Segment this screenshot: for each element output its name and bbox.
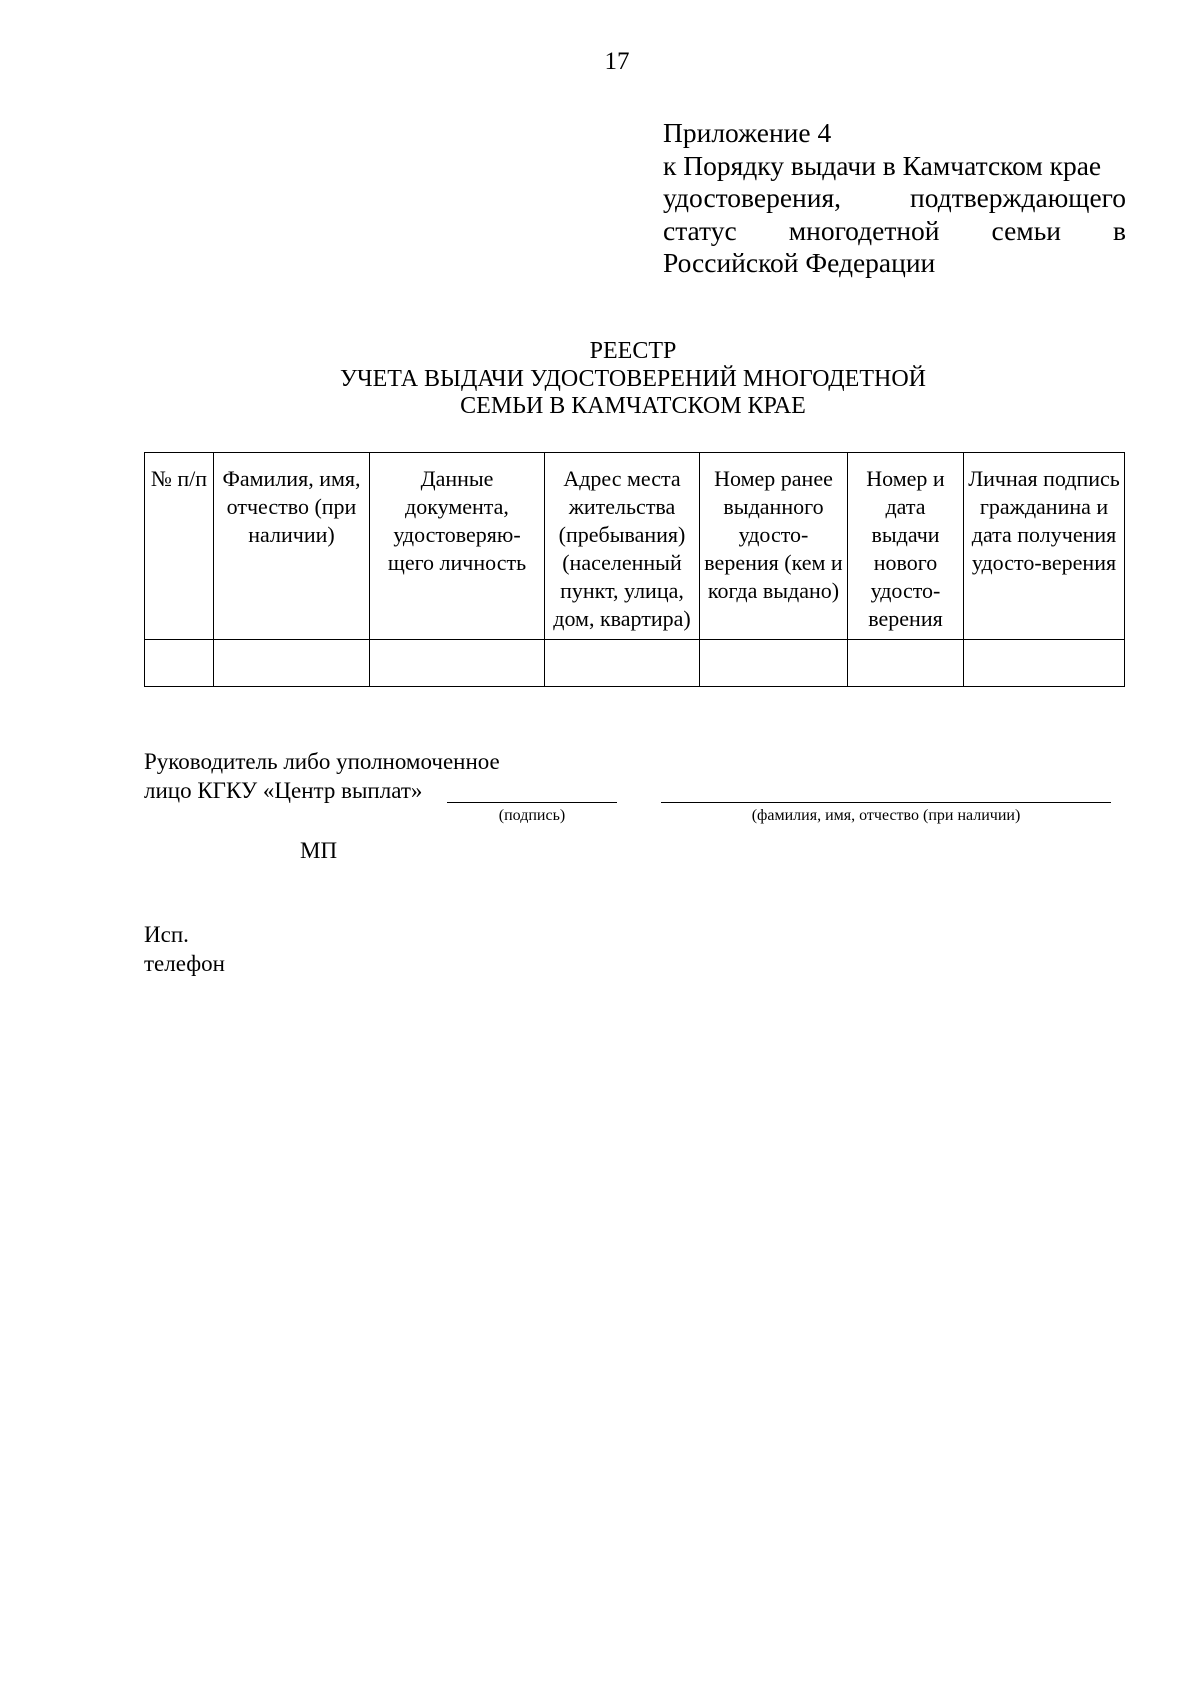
name-line [661,802,1111,803]
name-caption: (фамилия, имя, отчество (при наличии) [751,807,1021,824]
table-cell [370,640,545,687]
registry-table [144,452,1125,687]
footer-block [144,921,225,978]
table-header-row [145,453,1125,640]
title-line: УЧЕТА ВЫДАЧИ УДОСТОВЕРЕНИЙ МНОГОДЕТНОЙ [340,365,926,392]
title-line: РЕЕСТР [589,338,677,364]
column-header: № п/п [145,453,214,640]
table-cell [145,640,214,687]
appendix-line: удостоверения, подтверждающего статус многодетной семьи в [663,182,1126,246]
table-row [145,640,1125,687]
signatory-line: лицо КГКУ «Центр выплат» [144,777,423,803]
column-header: Фамилия, имя, отчество (при наличии) [214,453,370,640]
appendix-title: Приложение 4 [663,117,832,148]
phone-label: телефон [144,950,225,976]
table-cell [545,640,700,687]
executor-label: Исп. [144,922,189,947]
column-header: Адрес места жительства (пребывания) (населенный пункт, улица, дом, квартира) [545,453,700,640]
table-cell [700,640,848,687]
page-number: 17 [604,48,630,75]
appendix-line: Российской Федерации [663,247,936,278]
appendix-block [663,117,1126,280]
column-header: Номер и дата выдачи нового удосто-верения [848,453,964,640]
title-line: СЕМЬИ В КАМЧАТСКОМ КРАЕ [460,393,806,419]
table-cell [964,640,1125,687]
signatory-label [144,748,500,805]
table-cell [214,640,370,687]
column-header: Данные документа, удостоверяю-щего личность [370,453,545,640]
stamp-mark: МП [300,838,338,863]
signature-line [447,802,617,803]
table-cell [848,640,964,687]
column-header: Личная подпись гражданина и дата получения удосто-верения [964,453,1125,640]
document-title [0,338,1200,421]
signature-caption: (подпись) [498,807,566,824]
signatory-line: Руководитель либо уполномоченное [144,749,500,774]
appendix-line: к Порядку выдачи в Камчатском крае [663,149,1102,181]
column-header: Номер ранее выданного удосто-верения (кем и когда выдано) [700,453,848,640]
